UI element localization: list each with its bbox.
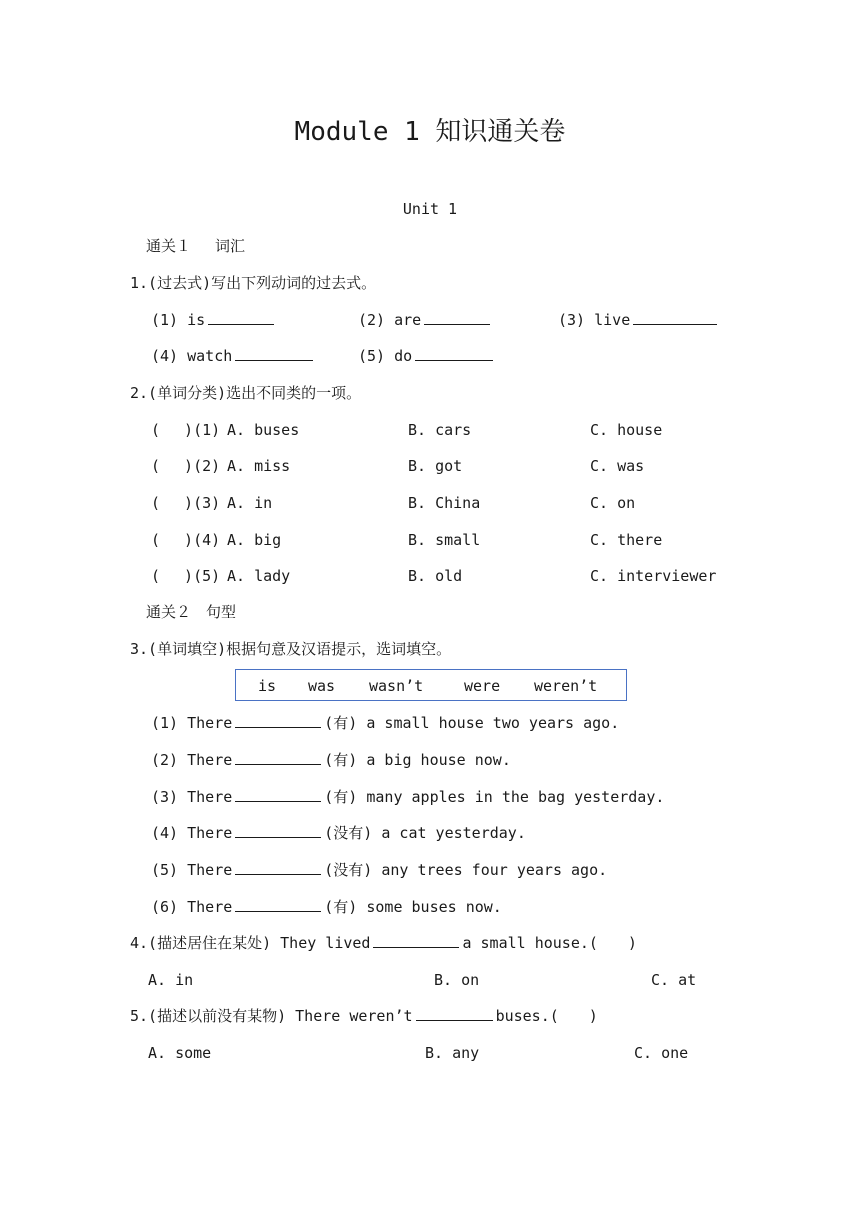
option-b: B. any — [425, 1044, 480, 1062]
option-a: A. buses — [227, 421, 300, 439]
option-c: C. interviewer — [590, 567, 717, 585]
question-2-number: ( )(4) — [151, 531, 221, 549]
question-2-number: ( )(2) — [151, 457, 221, 475]
question-3-item: (6) There (有) some buses now. — [151, 898, 502, 916]
option-a: A. miss — [227, 457, 291, 475]
question-4-stem: 4.(描述居住在某处) They lived a small house.( ) — [130, 934, 637, 952]
word-bank-box — [235, 669, 627, 701]
question-3-item: (5) There (没有) any trees four years ago. — [151, 861, 608, 879]
option-a: A. some — [148, 1044, 212, 1062]
question-1-item: (4) watch — [151, 346, 316, 366]
option-c: C. there — [590, 531, 663, 549]
option-b: B. old — [408, 567, 463, 585]
option-b: B. cars — [408, 421, 472, 439]
question-2-number: ( )(5) — [151, 567, 221, 585]
section-heading-sentences: 通关２ 句型 — [146, 603, 237, 621]
question-1-item: (1) is — [151, 310, 277, 330]
question-1-stem: 1.(过去式)写出下列动词的过去式。 — [130, 274, 377, 292]
question-2-number: ( )(1) — [151, 421, 221, 439]
section-heading-vocabulary: 通关１ 词汇 — [146, 237, 246, 255]
option-a: A. in — [148, 971, 194, 989]
question-5-stem: 5.(描述以前没有某物) There weren’t buses.( ) — [130, 1007, 598, 1025]
option-a: A. big — [227, 531, 282, 549]
question-3-item: (4) There (没有) a cat yesterday. — [151, 824, 526, 842]
word-bank-word: is — [258, 677, 277, 695]
option-c: C. house — [590, 421, 663, 439]
option-b: B. on — [434, 971, 480, 989]
word-bank-word: were — [464, 677, 501, 695]
option-c: C. one — [634, 1044, 689, 1062]
word-bank-word: was — [308, 677, 336, 695]
question-1-item: (2) are — [358, 310, 493, 330]
question-3-stem: 3.(单词填空)根据句意及汉语提示，选词填空。 — [130, 640, 452, 658]
page-title: Module 1 知识通关卷 — [294, 117, 566, 147]
option-b: B. small — [408, 531, 481, 549]
question-1-item: (3) live — [558, 310, 720, 330]
question-3-item: (3) There (有) many apples in the bag yesterday. — [151, 788, 665, 806]
option-c: C. on — [590, 494, 636, 512]
option-b: B. China — [408, 494, 481, 512]
question-2-stem: 2.(单词分类)选出不同类的一项。 — [130, 384, 362, 402]
question-2-number: ( )(3) — [151, 494, 221, 512]
option-c: C. at — [651, 971, 697, 989]
question-3-item: (1) There (有) a small house two years ago. — [151, 714, 620, 732]
word-bank-word: wasn’t — [369, 677, 424, 695]
option-a: A. in — [227, 494, 273, 512]
question-1-item: (5) do — [358, 346, 496, 366]
word-bank-word: weren’t — [534, 677, 598, 695]
unit-heading: Unit 1 — [402, 200, 458, 218]
option-a: A. lady — [227, 567, 291, 585]
question-3-item: (2) There (有) a big house now. — [151, 751, 511, 769]
option-c: C. was — [590, 457, 645, 475]
option-b: B. got — [408, 457, 463, 475]
